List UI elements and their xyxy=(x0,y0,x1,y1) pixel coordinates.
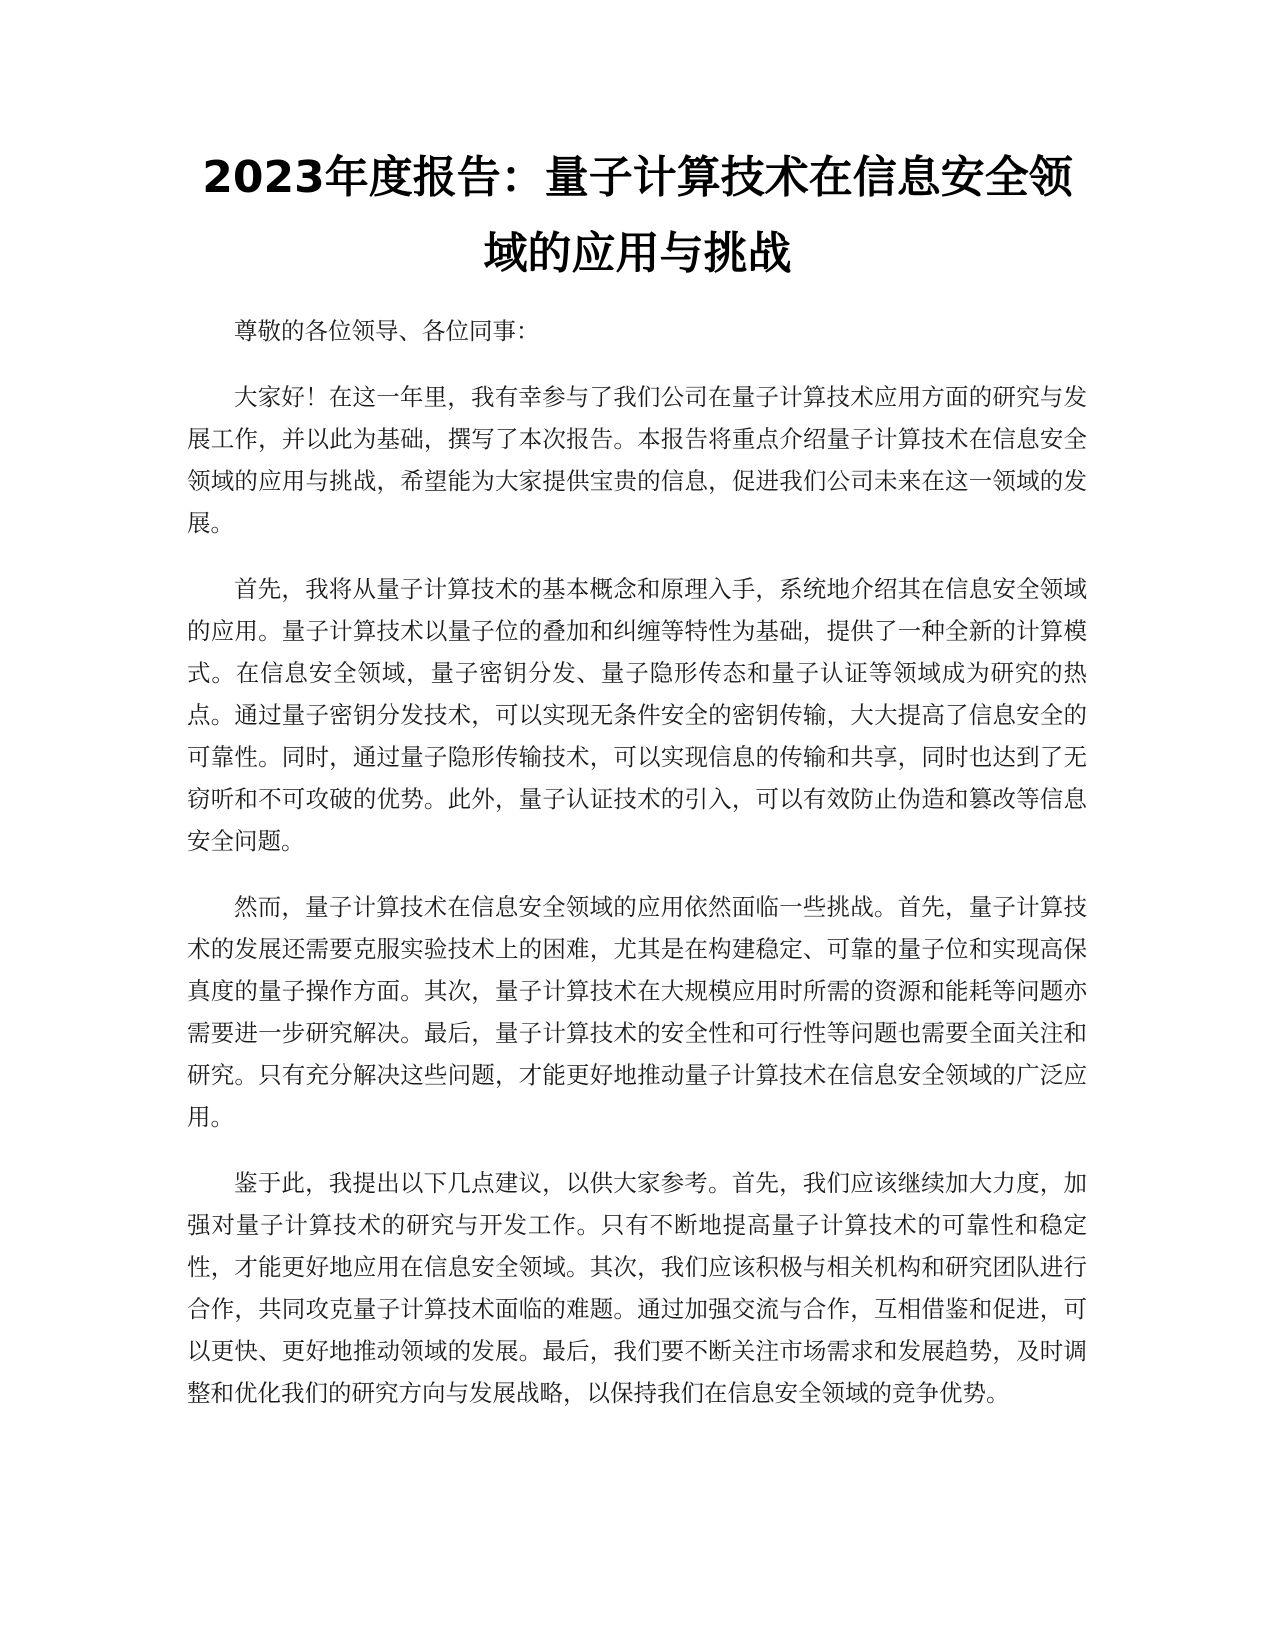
salutation: 尊敬的各位领导、各位同事： xyxy=(234,317,540,345)
title-line-2: 域的应用与挑战 xyxy=(483,228,792,279)
paragraph-applications: 首先，我将从量子计算技术的基本概念和原理入手，系统地介绍其在信息安全领域的应用。量子计算技术以量子位的叠加和纠缠等特性为基础，提供了一种全新的计算模式。在信息安全领域，量子密钥分发、量子隐形传态和量子认证等领域成为研究的热点。通过量子密钥分发技术，可以实现无条件安全的密钥传输，大大提高了信息安全的可靠性。同时，通过量子隐形传输技术，可以实现信息的传输和共享，同时也达到了无窃听和不可攻破的优势。此外，量子认证技术的引入，可以有效防止伪造和篡改等信息安全问题。 xyxy=(187,575,1087,855)
title-line-1: 2023年度报告：量子计算技术在信息安全领 xyxy=(202,152,1073,203)
paragraph-intro: 大家好！在这一年里，我有幸参与了我们公司在量子计算技术应用方面的研究与发展工作，并以此为基础，撰写了本次报告。本报告将重点介绍量子计算技术在信息安全领域的应用与挑战，希望能为大家提供宝贵的信息，促进我们公司未来在这一领域的发展。 xyxy=(187,383,1087,537)
paragraph-challenges: 然而，量子计算技术在信息安全领域的应用依然面临一些挑战。首先，量子计算技术的发展还需要克服实验技术上的困难，尤其是在构建稳定、可靠的量子位和实现高保真度的量子操作方面。其次，量子计算技术在大规模应用时所需的资源和能耗等问题亦需要进一步研究解决。最后，量子计算技术的安全性和可行性等问题也需要全面关注和研究。只有充分解决这些问题，才能更好地推动量子计算技术在信息安全领域的广泛应用。 xyxy=(187,893,1087,1131)
document-title xyxy=(150,140,1125,292)
document-body xyxy=(187,310,1087,1438)
paragraph-recommendations: 鉴于此，我提出以下几点建议，以供大家参考。首先，我们应该继续加大力度，加强对量子计算技术的研究与开发工作。只有不断地提高量子计算技术的可靠性和稳定性，才能更好地应用在信息安全领域。其次，我们应该积极与相关机构和研究团队进行合作，共同攻克量子计算技术面临的难题。通过加强交流与合作，互相借鉴和促进，可以更快、更好地推动领域的发展。最后，我们要不断关注市场需求和发展趋势，及时调整和优化我们的研究方向与发展战略，以保持我们在信息安全领域的竞争优势。 xyxy=(187,1169,1087,1407)
